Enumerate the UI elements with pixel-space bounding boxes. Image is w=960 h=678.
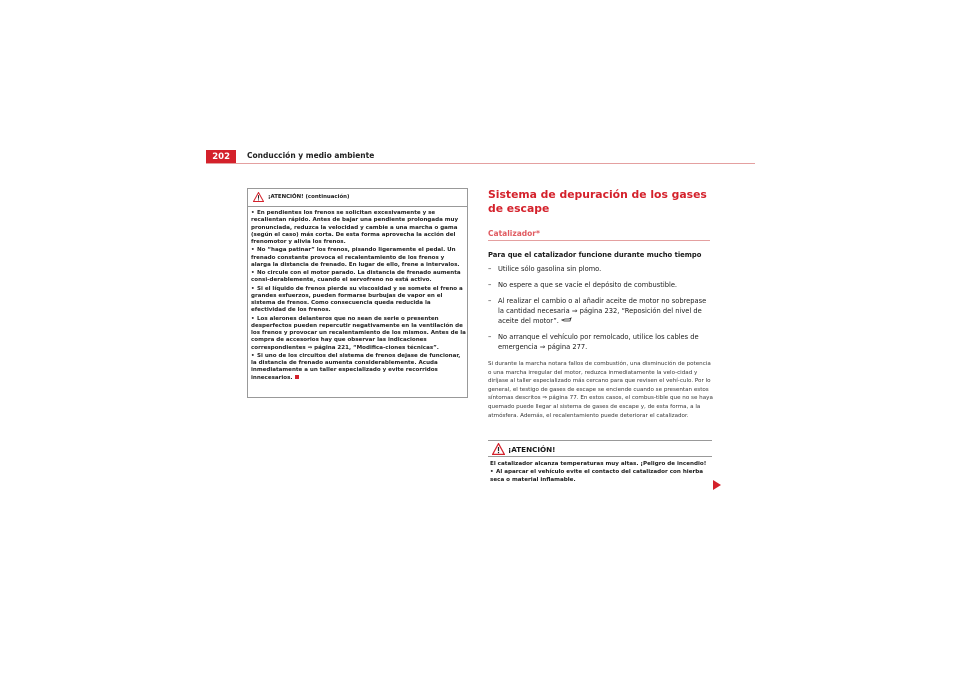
list-item: – No arranque el vehículo por remolcado, utilice los cables de emergencia ⇒ página 277. [488,333,699,351]
bullet-icon: • [251,210,255,216]
header-rule [206,163,755,164]
warning-triangle-icon [492,443,505,455]
warning-item: • En pendientes los frenos se solicitan excesivamente y se recalientan rápido. Antes de bajar una pendiente prolongada muy pronunciada, reduzca la velocidad y cambie a una marcha o gama (según el caso) más corta. De esta forma aprovecha la acción del frenomotor y alivia los frenos. [251,210,459,245]
bullet-icon: • [490,469,494,476]
warning-title: ¡ATENCIÓN! [508,445,556,454]
warning-body [251,210,466,383]
list-item: – Al realizar el cambio o al añadir aceite de motor no sobrepase la cantidad necesaria ⇒ página 232, “Reposición del nivel de aceite del motor”. [488,297,707,325]
subsection-title: Catalizador* [488,229,540,238]
instruction-list [488,264,713,358]
warning-triangle-icon [253,192,264,202]
warning-header [488,441,712,457]
page-number: 202 [206,150,236,164]
warning-box-continued [247,188,468,398]
warning-item: • Los alerones delanteros que no sean de serie o presenten desperfectos pueden repercutir negativamente en la ventilación de los frenos y provocar un recalentamiento de los mismos. Antes de la compra de accesorios hay que observar las indicaciones correspondientes ⇒ página 221, “Modifica-ciones técnicas”. [251,315,466,351]
bullet-icon: • [251,352,255,359]
body-paragraph: Si durante la marcha notara fallos de combustión, una disminución de potencia o una marcha irregular del motor, reduzca inmediatamente la velo-cidad y diríjase al taller especializado más cercano para que revisen el vehí-culo. Por lo general, el testigo de gases de escape se enciende cuando se presentan estos síntomas descritos ⇒ página 77. En estos casos, el combus-tible que no se haya quemado puede llegar al sistema de gases de escape y, de esta forma, a la atmósfera. Además, el recalentamiento puede deteriorar el catalizador. [488,361,713,419]
list-item: – No espere a que se vacíe el depósito de combustible. [488,281,678,289]
list-item: – Utilice sólo gasolina sin plomo. [488,265,602,273]
warning-body [490,460,712,485]
bullet-icon: • [251,270,255,276]
next-page-arrow-icon[interactable] [713,480,721,490]
bullet-icon: • [251,247,255,254]
bullet-icon: • [251,285,255,292]
warning-item: • No “haga patinar” los frenos, pisando ligeramente el pedal. Un frenado constante provoca el recalentamiento de los frenos y alarga la distancia de frenado. En lugar de ello, frene a intervalos. [251,247,460,268]
section-title: Sistema de depuración de los gases de escape [488,188,707,215]
warning-item: • No circule con el motor parado. La distancia de frenado aumenta consi-derablemente, cuando el servofreno no está activo. [251,270,461,284]
warning-item: • Al aparcar el vehículo evite el contacto del catalizador con hierba seca o material inflamable. [490,469,704,484]
lead-heading: Para que el catalizador funcione durante mucho tiempo [488,251,702,259]
warning-item: • Si el líquido de frenos pierde su viscosidad y se somete el freno a grandes esfuerzos, pueden formarse burbujas de vapor en el sistema de frenos. Como consecuencia queda reducida la efectividad de los frenos. [251,285,463,314]
warning-header [248,189,467,207]
warning-line: El catalizador alcanza temperaturas muy altas. ¡Peligro de incendio! [490,461,707,467]
oil-can-icon [561,317,572,323]
running-head: Conducción y medio ambiente [247,151,375,160]
subsection-rule [488,240,710,241]
warning-title: ¡ATENCIÓN! (continuación) [268,194,350,200]
warning-box [488,440,712,492]
bullet-icon: • [251,315,255,322]
end-square-icon [295,375,299,379]
warning-item: • Si uno de los circuitos del sistema de frenos dejase de funcionar, la distancia de frenado aumenta considerablemente. Acuda inmediatamente a un taller especializado y evite recorridos innecesarios. [251,352,461,381]
